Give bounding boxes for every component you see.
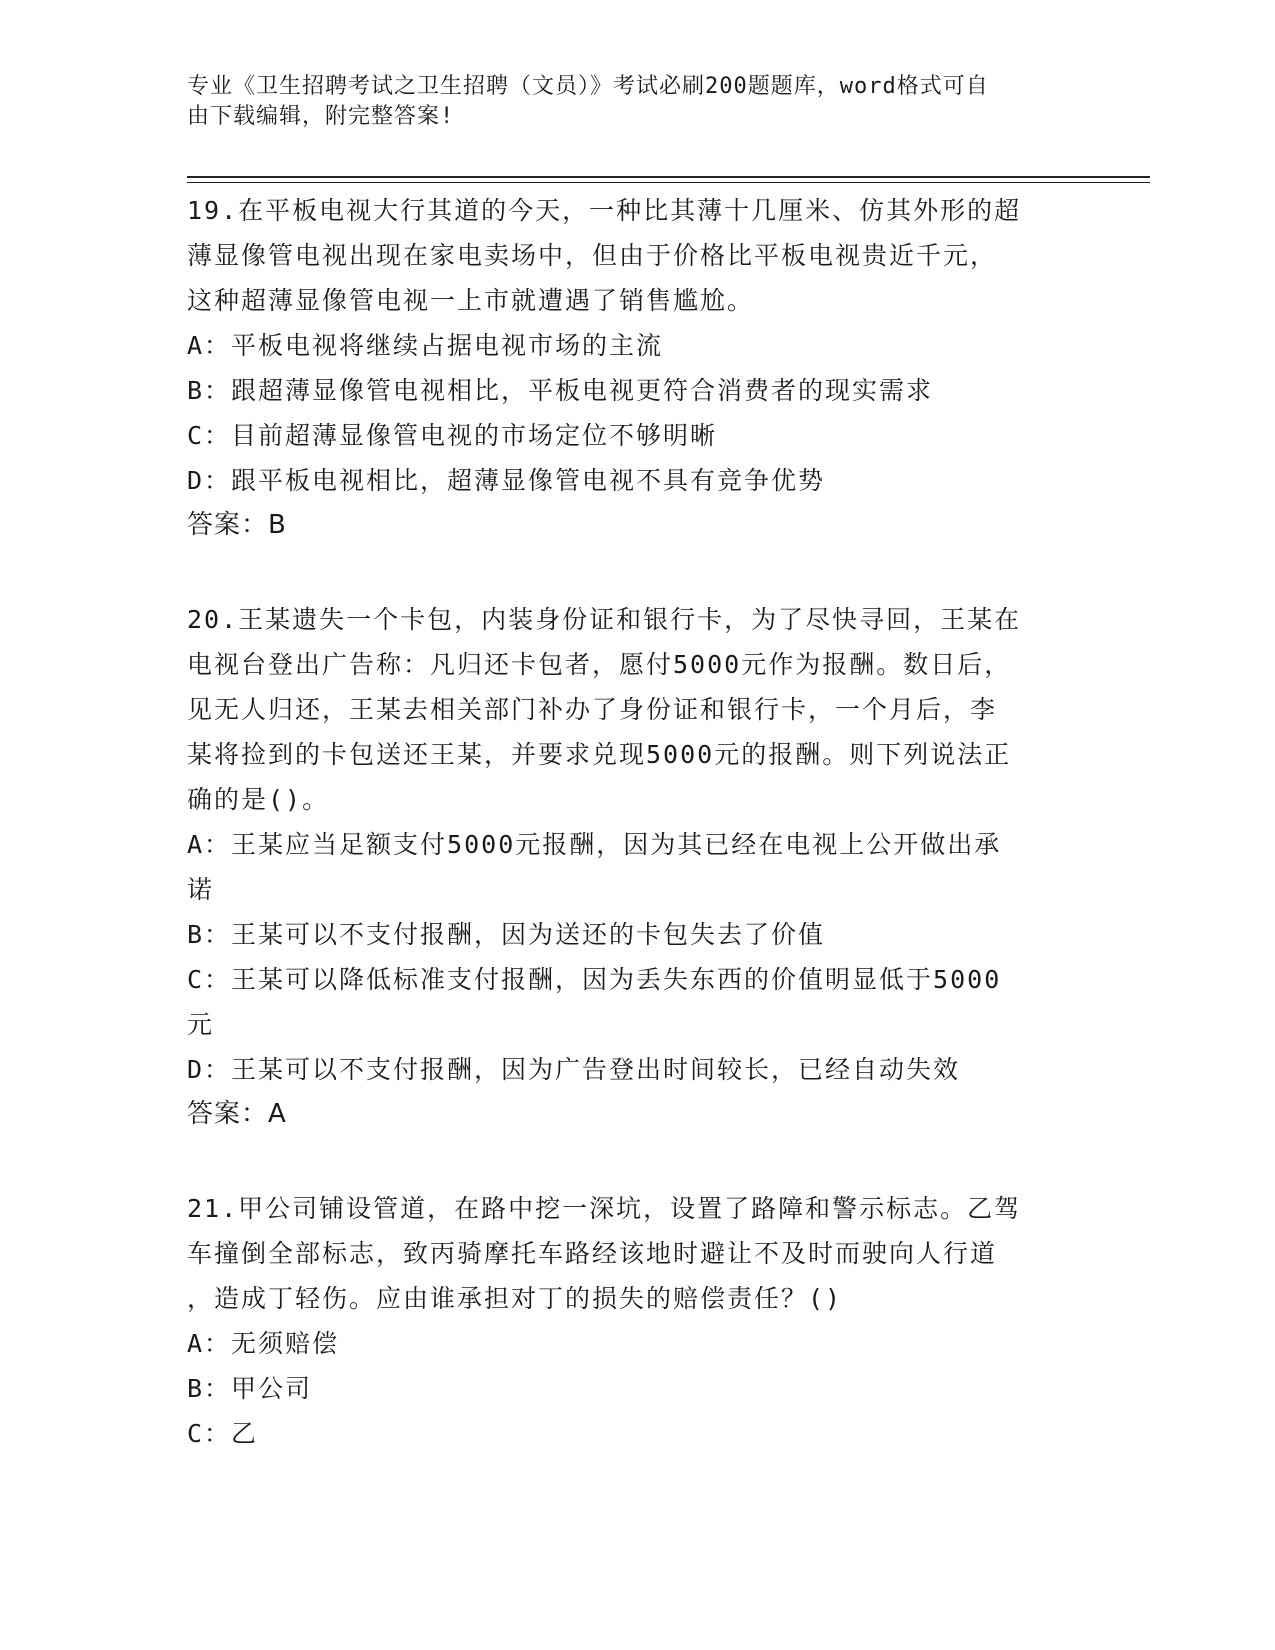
option-a xyxy=(187,323,1087,368)
option-line: 诺 xyxy=(187,875,215,904)
header-line-2: 由下载编辑，附完整答案! xyxy=(187,104,455,129)
question-20 xyxy=(187,597,1087,1137)
option-line: A：无须赔偿 xyxy=(187,1329,340,1358)
option-line: B：甲公司 xyxy=(187,1374,313,1403)
stem-line: 确的是()。 xyxy=(187,785,330,814)
document-header xyxy=(187,72,1067,132)
option-b xyxy=(187,1366,1087,1411)
option-line: D：王某可以不支付报酬，因为广告登出时间较长，已经自动失效 xyxy=(187,1055,961,1084)
option-a xyxy=(187,822,1087,912)
stem-line: 电视台登出广告称：凡归还卡包者，愿付5000元作为报酬。数日后， xyxy=(187,650,1012,679)
question-stem xyxy=(187,188,1087,323)
option-line: D：跟平板电视相比，超薄显像管电视不具有竞争优势 xyxy=(187,466,826,495)
stem-line: 这种超薄显像管电视一上市就遭遇了销售尴尬。 xyxy=(187,286,755,315)
question-19 xyxy=(187,188,1087,548)
option-line: A：王某应当足额支付5000元报酬，因为其已经在电视上公开做出承 xyxy=(187,830,1002,859)
stem-line: 薄显像管电视出现在家电卖场中，但由于价格比平板电视贵近千元， xyxy=(187,241,998,270)
stem-line: 19.在平板电视大行其道的今天，一种比其薄十几厘米、仿其外形的超 xyxy=(187,196,1022,225)
question-stem xyxy=(187,597,1087,822)
answer-line: 答案：A xyxy=(187,1099,287,1129)
header-line-1: 专业《卫生招聘考试之卫生招聘（文员）》考试必刷200题题库，word格式可自 xyxy=(187,74,989,99)
stem-line: 20.王某遗失一个卡包，内装身份证和银行卡，为了尽快寻回，王某在 xyxy=(187,605,1022,634)
header-rule-thin xyxy=(187,182,1150,183)
option-c xyxy=(187,957,1087,1047)
option-a xyxy=(187,1321,1087,1366)
stem-line: 21.甲公司铺设管道，在路中挖一深坑，设置了路障和警示标志。乙驾 xyxy=(187,1194,1022,1223)
question-21 xyxy=(187,1186,1087,1456)
option-line: A：平板电视将继续占据电视市场的主流 xyxy=(187,331,664,360)
header-rule-thick xyxy=(187,176,1150,178)
stem-line: ，造成丁轻伤。应由谁承担对丁的损失的赔偿责任？() xyxy=(187,1284,843,1313)
option-line: 元 xyxy=(187,1010,215,1039)
option-line: B：王某可以不支付报酬，因为送还的卡包失去了价值 xyxy=(187,920,826,949)
answer-line: 答案：B xyxy=(187,510,287,540)
option-line: B：跟超薄显像管电视相比，平板电视更符合消费者的现实需求 xyxy=(187,376,934,405)
question-stem xyxy=(187,1186,1087,1321)
option-c xyxy=(187,1411,1087,1456)
option-d xyxy=(187,458,1087,503)
option-d xyxy=(187,1047,1087,1092)
stem-line: 见无人归还，王某去相关部门补办了身份证和银行卡，一个月后，李 xyxy=(187,695,998,724)
option-line: C：王某可以降低标准支付报酬，因为丢失东西的价值明显低于5000 xyxy=(187,965,1002,994)
stem-line: 某将捡到的卡包送还王某，并要求兑现5000元的报酬。则下列说法正 xyxy=(187,740,1012,769)
option-line: C：乙 xyxy=(187,1419,259,1448)
option-b xyxy=(187,368,1087,413)
option-line: C：目前超薄显像管电视的市场定位不够明晰 xyxy=(187,421,718,450)
option-b xyxy=(187,912,1087,957)
stem-line: 车撞倒全部标志，致丙骑摩托车路经该地时避让不及时而驶向人行道 xyxy=(187,1239,998,1268)
option-c xyxy=(187,413,1087,458)
